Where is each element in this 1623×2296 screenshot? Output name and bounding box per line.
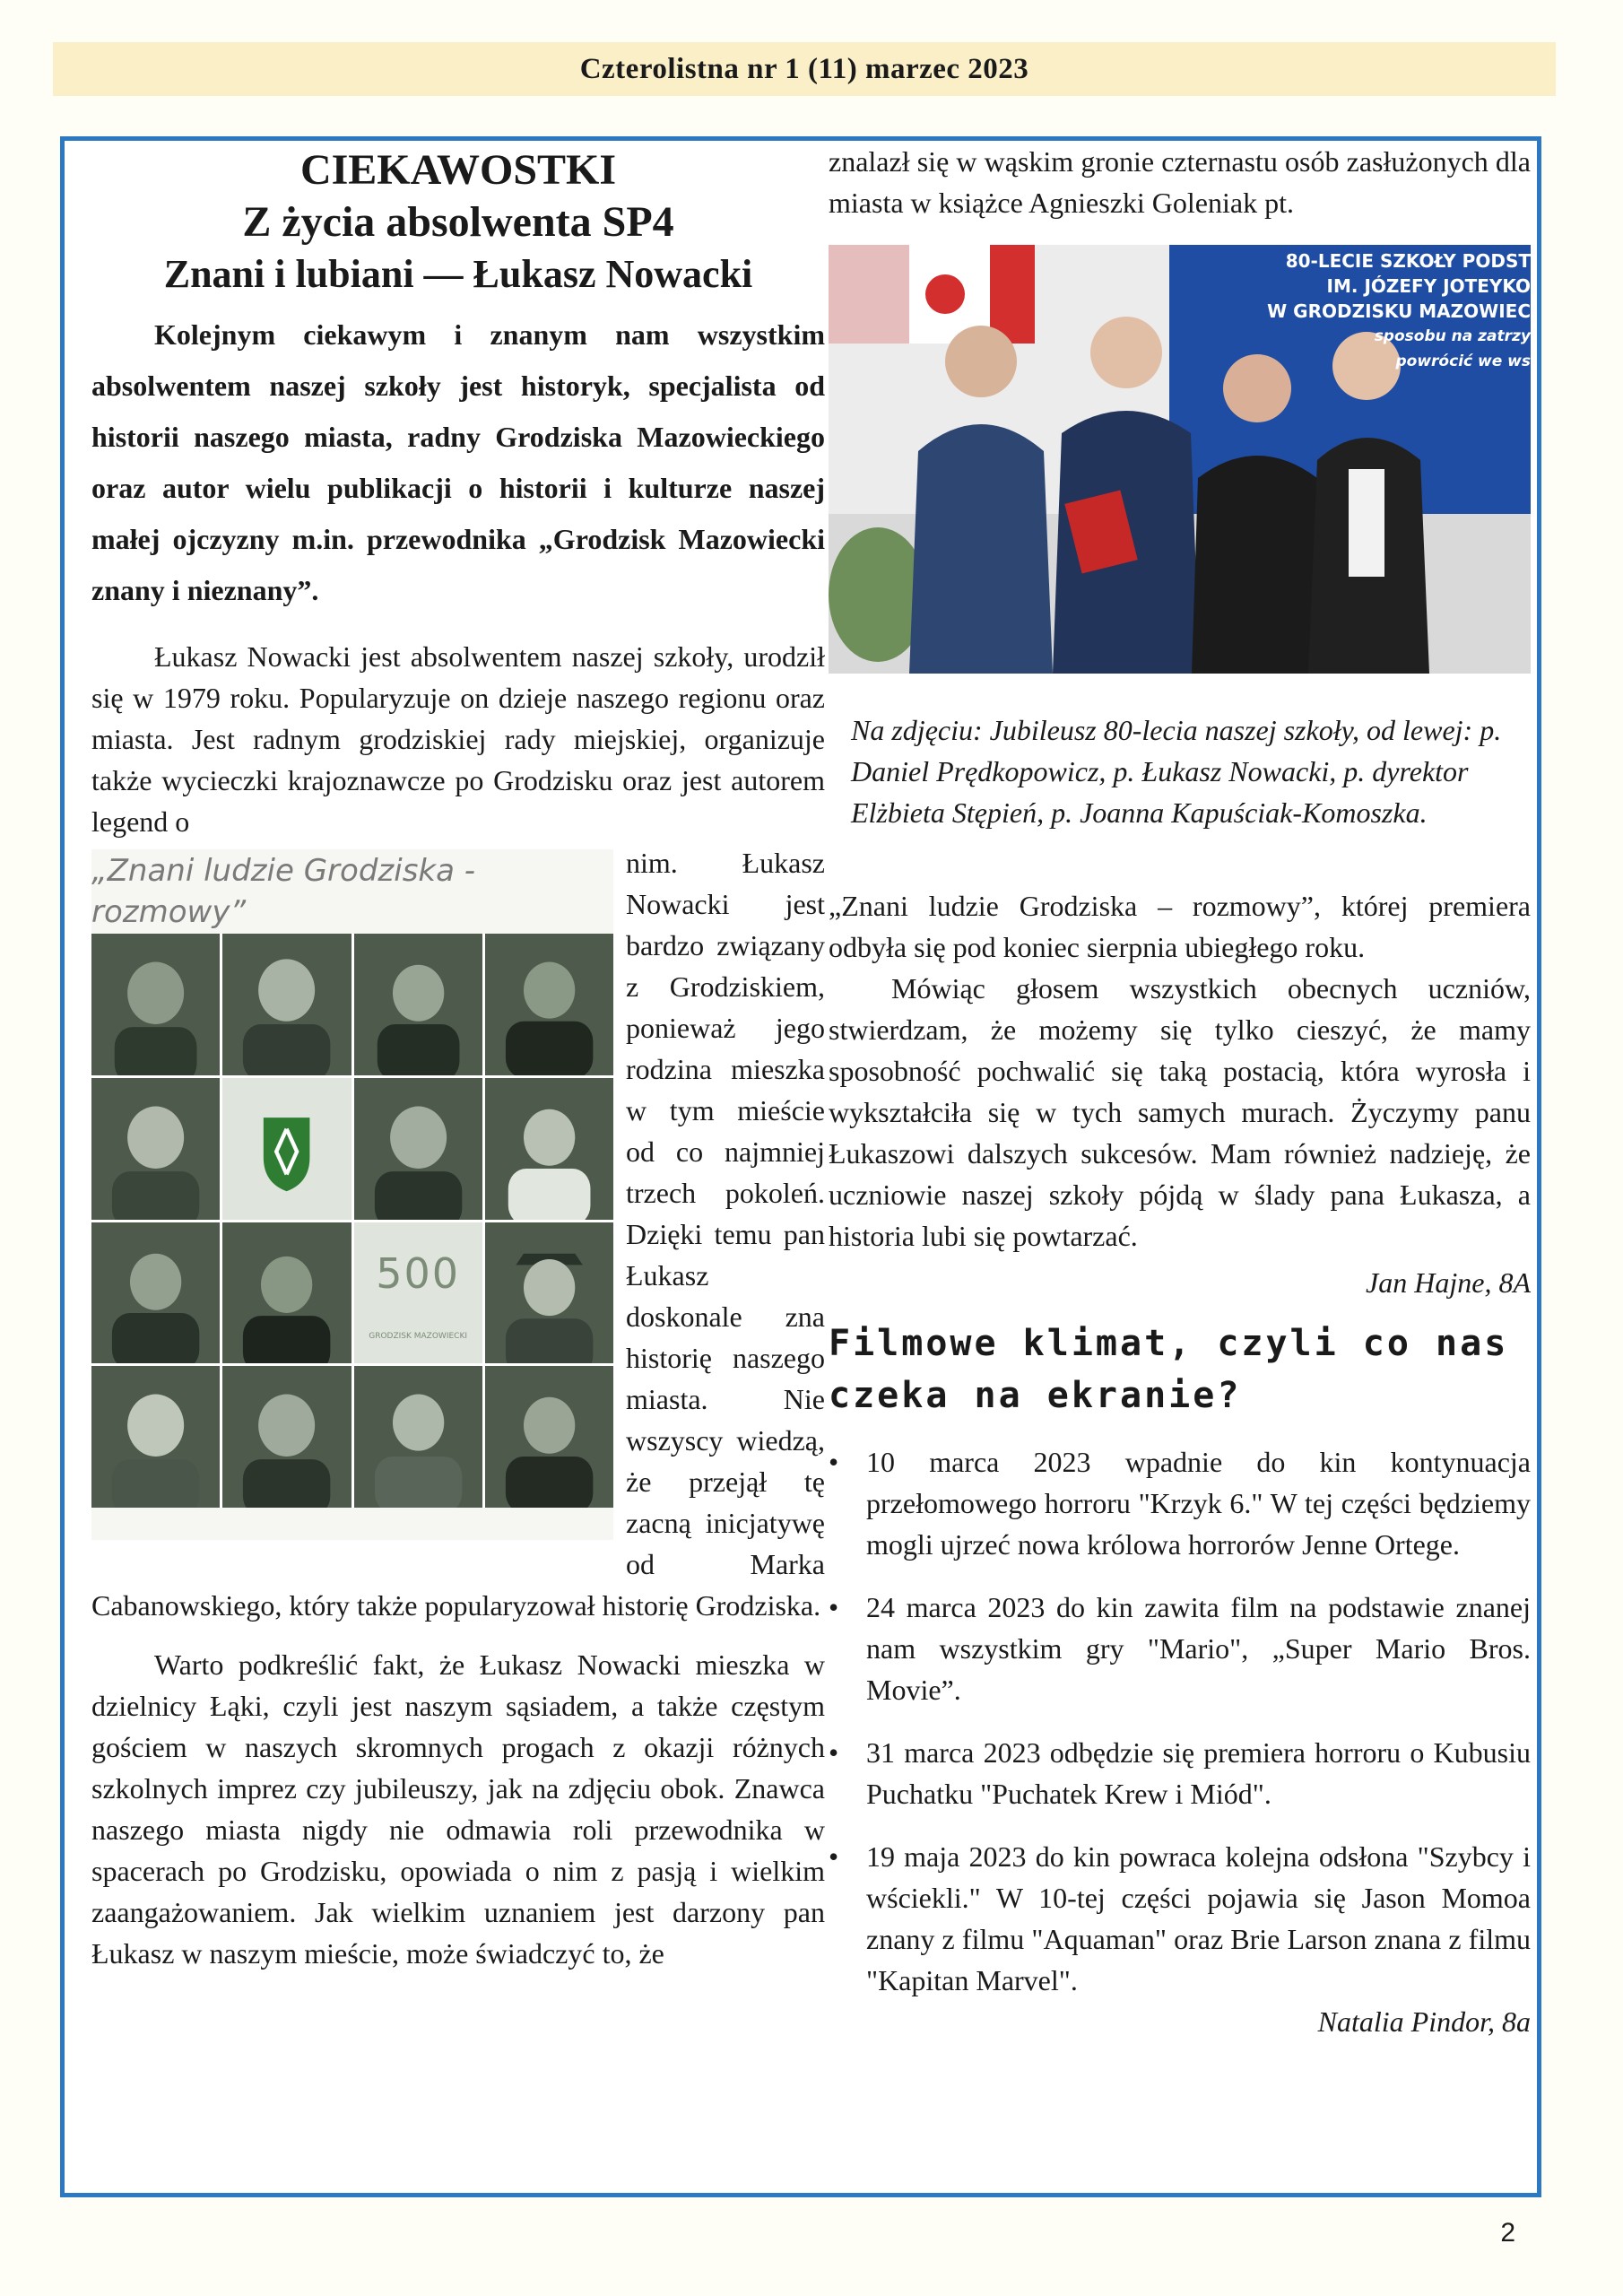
- body-paragraph-1: Łukasz Nowacki jest absolwentem naszej szkoły, urodził się w 1979 roku. Popularyzuje on dzieje naszego regionu oraz miasta. Jest radnym grodziskiej rady miejskiej, organizuje także wycieczki krajoznawcze po Grodzisku oraz jest autorem legend o: [91, 640, 825, 838]
- portrait-tile: [91, 934, 220, 1075]
- page-header: [53, 42, 1556, 96]
- list-item: • 31 marca 2023 odbędzie się premiera horroru o Kubusiu Puchatku "Puchatek Krew i Miód".: [866, 1732, 1531, 1814]
- left-column: [91, 141, 825, 1974]
- issue-title: Czterolistna nr 1 (11) marzec 2023: [579, 52, 1029, 85]
- portrait-tile: [485, 1222, 613, 1364]
- photo-caption: Na zdjęciu: Jubileusz 80-lecia naszej szkoły, od lewej: p. Daniel Prędkopowicz, p. Łukasz Nowacki, p. dyrektor Elżbieta Stępień, p. Joanna Kapuściak-Komoszka.: [851, 714, 1502, 829]
- banner-line: 80-LECIE SZKOŁY PODST: [1285, 250, 1531, 272]
- portrait-tile: [222, 1222, 351, 1364]
- banner-line: sposobu na zatrzy: [1374, 327, 1531, 345]
- article-frame: [60, 136, 1541, 2197]
- portrait-tile: [222, 934, 351, 1075]
- film-headline: Filmowe klimat, czyli co nas czeka na ekranie?: [829, 1323, 1509, 1416]
- list-item: • 19 maja 2023 do kin powraca kolejna odsłona "Szybcy i wściekli." W 10-tej części pojawia się Jason Momoa znany z filmu "Aquaman" oraz Brie Larson znana z filmu "Kapitan Marvel".: [866, 1836, 1531, 2001]
- collage-title: „Znani ludzie Grodziska - rozmowy”: [91, 853, 476, 930]
- section-title: CIEKAWOSTKI: [299, 146, 617, 194]
- right-column: [829, 141, 1531, 2042]
- portrait-tile: [354, 1078, 482, 1220]
- lead-paragraph: Kolejnym ciekawym i znanym nam wszystkim absolwentem naszej szkoły jest historyk, specjalista od historii naszego miasta, radny Grodziska Mazowieckiego oraz autor wielu publikacji o historii i kulturze naszej małej ojczyzny m.in. przewodnika „Grodzisk Mazowiecki znany i nieznany”.: [91, 318, 825, 606]
- body-paragraph-2: Warto podkreślić fakt, że Łukasz Nowacki mieszka w dzielnicy Łąki, czyli jest naszym sąsiadem, a także częstym gościem w naszych skromnych progach z okazji różnych szkolnych imprez czy jubileuszy, jak na zdjęciu obok. Znawca naszego miasta nigdy nie odmawia roli przewodnika w spacerach po Grodzisku, opowiada o nim z pasją i wielkim zaangażowaniem. Jak wielkim uznaniem jest darzony pan Łukasz w naszym mieście, może świadczyć to, że: [91, 1648, 825, 1970]
- continued-paragraph: znalazł się w wąskim gronie czternastu osób zasłużonych dla miasta w książce Agnieszki Goleniak pt.: [829, 145, 1531, 219]
- banner-line: IM. JÓZEFY JOTEYKO: [1326, 275, 1531, 297]
- portrait-grid: [91, 934, 613, 1508]
- portrait-tile: [91, 1222, 220, 1364]
- right-paragraph-2: Mówiąc głosem wszystkich obecnych uczniów, stwierdzam, że możemy się tylko cieszyć, że mamy sposobność pochwalić się taką postacią, która wyrosła i wykształciła się w tych samych murach. Życzymy panu Łukaszowi dalszych sukcesów. Mam również nadzieję, że uczniowie naszej szkoły pójdą w ślady pana Łukasza, a historia lubi się powtarzać.: [829, 972, 1531, 1252]
- body-paragraph-1-wrap: nim. Łukasz Nowacki jest bardzo związany z Grodziskiem, ponieważ jego rodzina mieszka w tym mieście od co najmniej trzech pokoleń. Dzięki temu pan Łukasz doskonale zna historię naszego miasta. Nie wszyscy wiedzą, że przejął tę zacną inicjatywę od Marka Cabanowskiego, który także popularyzował historię Grodziska.: [91, 847, 825, 1622]
- film-author: Natalia Pindor, 8a: [1317, 2005, 1531, 2038]
- portrait-tile: [485, 1078, 613, 1220]
- list-item: • 10 marca 2023 wpadnie do kin kontynuacja przełomowego horroru "Krzyk 6." W tej części będziemy mogli ujrzeć nowa królowa horrorów Jenne Ortege.: [866, 1441, 1531, 1565]
- right-paragraph-1: „Znani ludzie Grodziska – rozmowy”, której premiera odbyła się pod koniec sierpnia ubiegłego roku.: [829, 890, 1531, 963]
- page-number: 2: [1500, 2218, 1515, 2248]
- portrait-tile: [91, 1078, 220, 1220]
- banner-line: powrócić we ws: [1395, 352, 1531, 370]
- portrait-tile: [485, 934, 613, 1075]
- portrait-tile: [485, 1366, 613, 1508]
- jubilee-photo: [829, 245, 1531, 674]
- city-coat-of-arms: [222, 1078, 351, 1220]
- collage-image: [91, 849, 613, 1540]
- portrait-tile: [354, 1366, 482, 1508]
- portrait-tile: [354, 934, 482, 1075]
- portrait-tile: [91, 1366, 220, 1508]
- portrait-tile: [222, 1366, 351, 1508]
- article-subtitle: Z życia absolwenta SP4: [242, 198, 674, 246]
- article-author: Jan Hajne, 8A: [1366, 1266, 1531, 1299]
- film-list: [829, 1441, 1531, 2001]
- anniversary-logo: 500 GRODZISK MAZOWIECKI: [354, 1222, 482, 1364]
- article-headline: Znani i lubiani — Łukasz Nowacki: [163, 252, 753, 296]
- list-item: • 24 marca 2023 do kin zawita film na podstawie znanej nam wszystkim gry "Mario", „Super Mario Bros. Movie”.: [866, 1587, 1531, 1710]
- banner-line: W GRODZISKU MAZOWIEC: [1267, 300, 1531, 322]
